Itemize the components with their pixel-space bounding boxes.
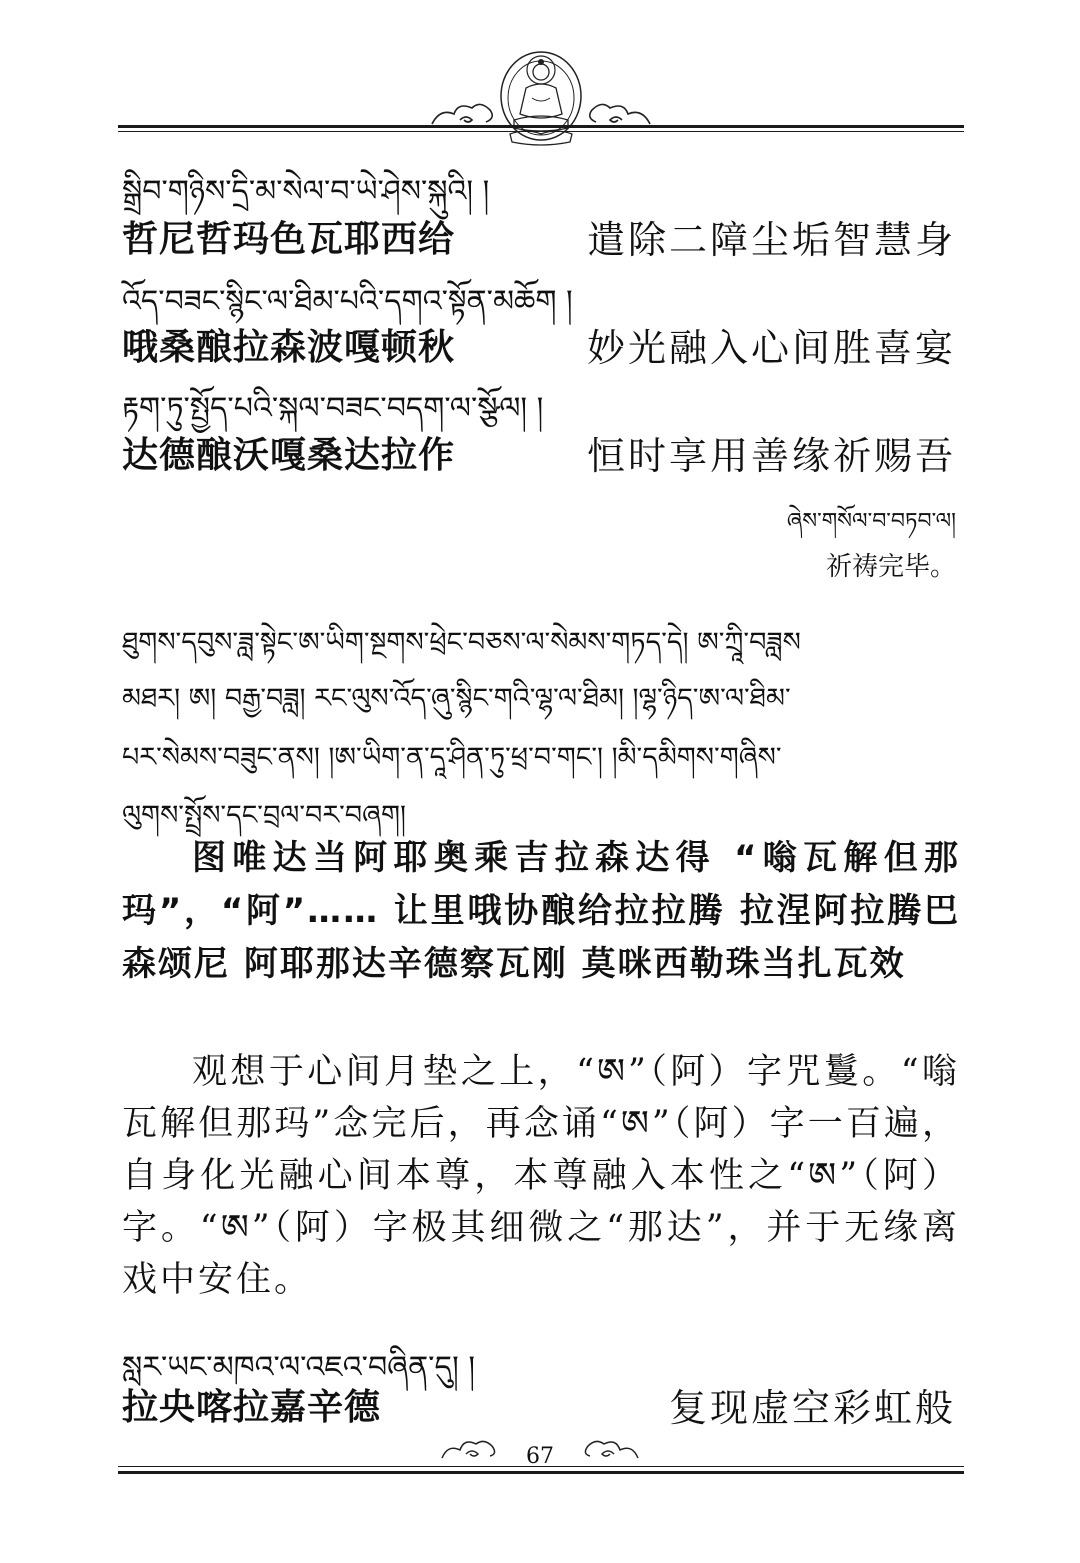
last-verse-tibetan: སླར་ཡང་མཁའ་ལ་འཇའ་བཞིན་དུ། །: [122, 1350, 476, 1385]
instruction-tibetan-line-3: པར་སེམས་བཟུང་ནས། །ཨ་ཡིག་ན་དཱ་ཤིན་ཏུ་ཕྲ་བ་གང་། །མི་དམིགས་གཞིས་: [122, 742, 782, 773]
buddha-emblem-icon: [496, 48, 586, 154]
last-verse-transliteration: 拉央喀拉嘉辛德: [122, 1386, 382, 1428]
instruction-chinese: 观想于心间月垫之上，“ཨ”（阿）字咒鬘。“嗡瓦解但那玛”念完后，再念诵“ཨ”（阿）字一百遍，自身化光融心间本尊，本尊融入本性之“ཨ”（阿）字。“ཨ”（阿）字极其细微之“那达”，并于无缘离戏中安住。: [122, 1052, 960, 1300]
closing-tibetan: ཞེས་གསོལ་བ་བཏབ་ལ།: [786, 509, 956, 534]
verse-2-tibetan: འོད་བཟང་སྙིང་ལ་ཐིམ་པའི་དགའ་སྟོན་མཆོག །: [122, 284, 573, 319]
verse-1-row: [122, 206, 956, 266]
last-verse-chinese: 复现虚空彩虹般: [668, 1385, 956, 1430]
verse-1-transliteration: 哲尼哲玛色瓦耶西给: [122, 218, 456, 260]
footer-left-cloud-icon: [440, 1436, 500, 1462]
instruction-tibetan-line-2: མཐར། ཨ། བརྒྱ་བཟླ། རང་ལུས་འོད་ཞུ་སྙིང་གའི་ལྷ་ལ་ཐིམ། །ལྷ་ཉིད་ཨ་ལ་ཐིམ་: [122, 683, 791, 714]
instruction-tibetan-line-4: ལུགས་སྤྲོས་དང་བྲལ་བར་བཞག།: [122, 800, 407, 831]
verse-3-tibetan: རྟག་ཏུ་སྤྱོད་པའི་སྐལ་བཟང་བདག་ལ་སྩོལ། །: [122, 391, 544, 426]
header-rule-thin: [118, 131, 964, 132]
last-verse-row: [122, 1374, 956, 1434]
closing-chinese: 祈祷完毕。: [825, 552, 956, 582]
instruction-tibetan-line-1: ཐུགས་དབུས་ཟླ་སྟེང་ཨ་ཡིག་སྔགས་ཕྲེང་བཅས་ལ་སེམས་གཏད་དེ། ཨ་ཀྲཱི་བཟླས: [122, 627, 801, 658]
verse-1-chinese: 遣除二障尘垢智慧身: [586, 217, 956, 262]
instruction-transliteration: 图唯达当阿耶奥乘吉拉森达得 “嗡瓦解但那玛”，“阿”…… 让里哦协酿给拉拉腾 拉涅阿拉腾巴森颂尼 阿耶那达辛德察瓦刚 莫咪西勒珠当扎瓦效: [122, 838, 960, 984]
header-emblem: [496, 48, 586, 154]
footer-rule: [118, 1471, 964, 1474]
verse-1-tibetan: སྒྲིབ་གཉིས་དྲི་མ་སེལ་བ་ཡེ་ཤེས་སྐུའི། །: [122, 174, 490, 209]
verse-3-row: [122, 422, 956, 482]
footer-right-cloud-icon: [580, 1436, 640, 1462]
left-cloud-ornament-icon: [430, 98, 496, 128]
right-cloud-ornament-icon: [586, 98, 652, 128]
verse-2-chinese: 妙光融入心间胜喜宴: [586, 325, 956, 370]
verse-3-transliteration: 达德酿沃嘎桑达拉作: [122, 434, 456, 476]
header-rule: [118, 125, 964, 128]
verse-2-transliteration: 哦桑酿拉森波嘎顿秋: [122, 326, 456, 368]
page-number: 67: [526, 1444, 554, 1469]
verse-2-row: [122, 314, 956, 374]
verse-3-chinese: 恒时享用善缘祈赐吾: [586, 433, 956, 478]
footer-rule-thin: [118, 1466, 964, 1467]
